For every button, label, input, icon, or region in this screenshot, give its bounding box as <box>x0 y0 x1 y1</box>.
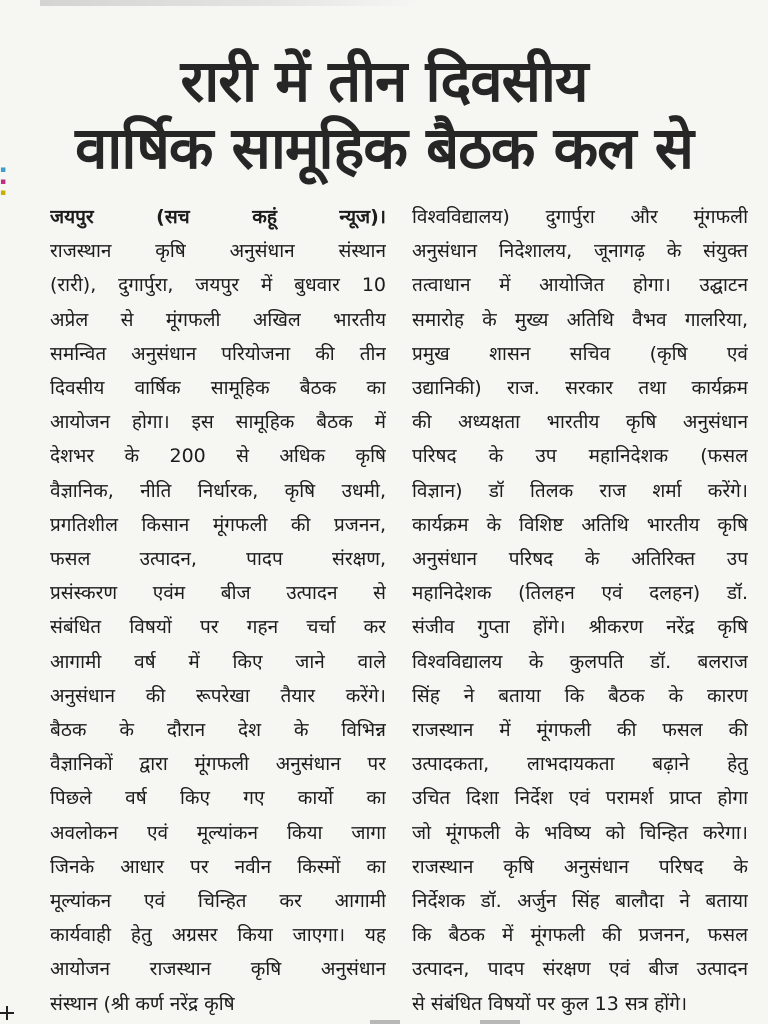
article-line: समन्वित अनुसंधान परियोजना की तीन <box>50 342 386 365</box>
article-line: जिनके आधार पर नवीन किस्मों का <box>50 855 386 878</box>
article-line: मूल्यांकन एवं चिन्हित कर आगामी <box>50 890 386 913</box>
article-line: (रारी), दुगार्पुरा, जयपुर में बुधवार 10 <box>50 274 386 297</box>
article-line: राजस्थान कृषि अनुसंधान परिषद के <box>412 855 748 878</box>
article-line: संस्थान (श्री कर्ण नरेंद्र कृषि <box>50 992 235 1015</box>
article-line: विज्ञान) डॉ तिलक राज शर्मा करेंगे। <box>412 479 748 502</box>
right-column-lines <box>412 200 748 1021</box>
article-line: उत्पादकता, लाभदायकता बढ़ाने हेतु <box>412 753 748 776</box>
article-line: वैज्ञानिक, नीति निर्धारक, कृषि उधमी, <box>50 479 386 502</box>
article-line: राजस्थान कृषि अनुसंधान संस्थान <box>50 240 386 263</box>
article-line: वैज्ञानिकों द्वारा मूंगफली अनुसंधान पर <box>50 753 386 776</box>
article-line: कार्यवाही हेतु अग्रसर किया जाएगा। यह <box>50 924 386 947</box>
article-line: अवलोकन एवं मूल्यांकन किया जागा <box>50 821 386 844</box>
article-line: महानिदेशक (तिलहन एवं दलहन) डॉ. <box>412 582 748 605</box>
article-line: संबंधित विषयों पर गहन चर्चा कर <box>50 616 386 639</box>
article-line: उचित दिशा निर्देश एवं परामर्श प्राप्त होगा <box>412 787 748 810</box>
article-body <box>50 200 748 1015</box>
article-line: से संबंधित विषयों पर कुल 13 सत्र होंगे। <box>412 992 688 1015</box>
cut-fragment <box>370 1020 400 1024</box>
article-column-left <box>50 200 386 1021</box>
article-line: कार्यक्रम के विशिष्ट अतिथि भारतीय कृषि <box>412 513 748 536</box>
print-registration-marks: ▪ ▪ ▪ <box>0 165 7 199</box>
article-line: आगामी वर्ष में किए जाने वाले <box>50 650 386 673</box>
article-line: फसल उत्पादन, पादप संरक्षण, <box>50 548 386 571</box>
article-column-right <box>412 200 748 1021</box>
article-line: की अध्यक्षता भारतीय कृषि अनुसंधान <box>412 411 748 434</box>
article-line: जो मूंगफली के भविष्य को चिन्हित करेगा। <box>412 821 748 844</box>
article-line: आयोजन होगा। इस सामूहिक बैठक में <box>50 411 386 434</box>
left-column-lines <box>50 234 386 1021</box>
headline-line-1: रारी में तीन दिवसीय <box>180 47 588 116</box>
article-line: संजीव गुप्ता होंगे। श्रीकरण नरेंद्र कृषि <box>412 616 748 639</box>
article-line: अनुसंधान परिषद के अतिरिक्त उप <box>412 548 748 571</box>
article-line: विश्वविद्यालय के कुलपति डॉ. बलराज <box>412 650 748 673</box>
bottom-edge <box>0 1004 768 1024</box>
article-line: दिवसीय वार्षिक सामूहिक बैठक का <box>50 377 386 400</box>
article-line: अनुसंधान निदेशालय, जूनागढ़ के संयुक्त <box>412 240 748 263</box>
article-line: विश्वविद्यालय) दुगार्पुरा और मूंगफली <box>412 206 748 228</box>
article-line: उत्पादन, पादप संरक्षण एवं बीज उत्पादन <box>412 958 748 981</box>
article-line: समारोह के मुख्य अतिथि वैभव गालरिया, <box>412 308 748 331</box>
article-line: बैठक के दौरान देश के विभिन्न <box>50 719 386 742</box>
headline-line-2: वार्षिक सामूहिक बैठक कल से <box>75 114 693 183</box>
article-line: तत्वाधान में आयोजित होगा। उद्घाटन <box>412 274 748 297</box>
article-line: प्रसंस्करण एवंम बीज उत्पादन से <box>50 582 386 605</box>
article-line: देशभर के 200 से अधिक कृषि <box>50 445 386 468</box>
article-line: कि बैठक में मूंगफली की प्रजनन, फसल <box>412 924 748 947</box>
article-line: आयोजन राजस्थान कृषि अनुसंधान <box>50 958 386 981</box>
article-line: प्रमुख शासन सचिव (कृषि एवं <box>412 342 748 365</box>
article-line: परिषद के उप महानिदेशक (फसल <box>412 445 748 468</box>
dateline: जयपुर (सच कहूं न्यूज)। <box>50 206 386 228</box>
cut-fragment <box>480 1020 520 1024</box>
article-line: उद्यानिकी) राज. सरकार तथा कार्यक्रम <box>412 377 748 400</box>
article-line: अप्रेल से मूंगफली अखिल भारतीय <box>50 308 386 331</box>
article-line: राजस्थान में मूंगफली की फसल की <box>412 719 748 742</box>
article-line: सिंह ने बताया कि बैठक के कारण <box>412 684 748 707</box>
article-line: पिछले वर्ष किए गए कार्यो का <box>50 787 386 810</box>
article-line: प्रगतिशील किसान मूंगफली की प्रजनन, <box>50 513 386 536</box>
article-line: निर्देशक डॉ. अर्जुन सिंह बालौदा ने बताया <box>412 890 748 913</box>
crop-mark-icon <box>0 1006 14 1020</box>
headline <box>20 49 748 181</box>
article-line: अनुसंधान की रूपरेखा तैयार करेंगे। <box>50 684 386 707</box>
cut-edge <box>40 0 420 6</box>
